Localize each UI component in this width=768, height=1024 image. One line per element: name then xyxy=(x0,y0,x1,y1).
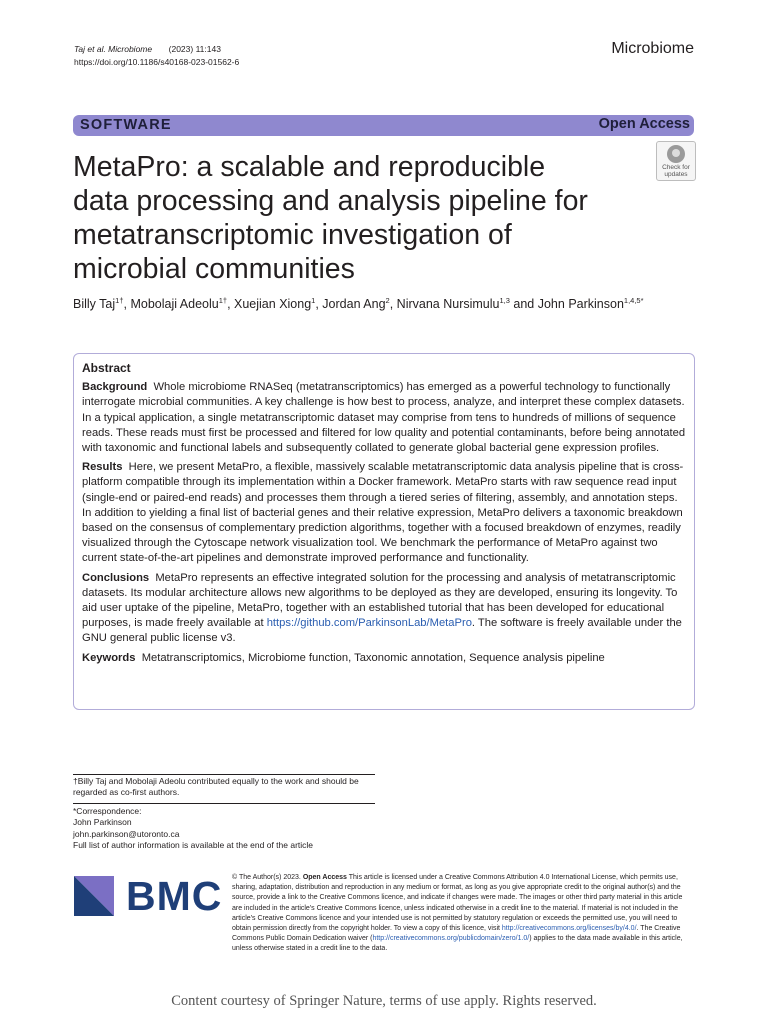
author-affiliation: 1† xyxy=(115,296,124,305)
abstract-box xyxy=(73,353,695,710)
journal-name: Microbiome xyxy=(611,40,694,57)
author-affiliation: 1† xyxy=(218,296,228,305)
equal-contribution-note: †Billy Taj and Mobolaji Adeolu contributed equally to the work and should be regarded as co-first authors. xyxy=(73,776,359,798)
github-link[interactable]: https://github.com/ParkinsonLab/MetaPro xyxy=(266,617,472,630)
check-updates-icon xyxy=(667,145,685,163)
section-band xyxy=(73,115,694,136)
bmc-logo-text: BMC xyxy=(126,873,223,919)
license-text xyxy=(232,873,694,955)
author-separator: , xyxy=(315,297,323,312)
results-text: Here, we present MetaPro, a flexible, massively scalable metatranscriptomic data analysis pipeline that is cross-platform compatible through its implementation within a Docker framework. MetaPro starts with raw sequence read input (single-end or paired-end reads) and processes them through a tiered series of filtering, assembly, and annotation steps. In addition to yielding a final list of bacterial genes and their relative expression, MetaPro delivers a taxonomic breakdown based on the consensus of complementary prediction algorithms, together with a focused breakdown of enzymes, readily visualized through the Cytoscape network visualization tool. We benchmark the performance of MetaPro against two current state-of-the-art pipelines and demonstrate improved performance and functionality. xyxy=(82,461,684,565)
conclusions-text: MetaPro represents an effective integrated solution for the processing and analysis of metatranscriptomic datasets. Its modular architecture allows new algorithms to be deployed as they are developed, ensuring its longevity. To aid user uptake of the pipeline, MetaPro, together with an established tutorial that has been developed for educational purposes, is made freely available at xyxy=(82,571,678,630)
author-name[interactable]: Billy Taj xyxy=(73,297,116,312)
conclusions-text-end: . The software is freely available under the GNU general public license v3. xyxy=(82,617,682,645)
conclusions-label: Conclusions xyxy=(82,571,150,584)
author-separator: , xyxy=(123,297,131,312)
bmc-logo[interactable] xyxy=(74,872,223,920)
correspondence-email[interactable]: john.parkinson@utoronto.ca xyxy=(73,828,180,839)
author-affiliation: 2 xyxy=(385,296,390,305)
doi-link[interactable]: https://doi.org/10.1186/s40168-023-01562-6 xyxy=(74,57,240,67)
license-lead: © The Author(s) 2023. xyxy=(232,874,301,881)
citation-header xyxy=(74,43,239,69)
abstract-conclusions xyxy=(82,571,686,647)
citation-year: (2023) 11:143 xyxy=(168,44,221,54)
license-body-1: This article is licensed under a Creative Commons Attribution 4.0 International License, which permits use, sharing, adaptation, distribution and reproduction in any medium or format, as long as you give appropriate credit to the original author(s) and the source, provide a link to the Creative Commons licence, and indicate if changes were made. The images or other third party material in this article are included in the article's Creative Commons licence, unless indicated otherwise in a credit line to the material. If material is not included in the article's Creative Commons licence and your intended use is not permitted by statutory regulation or exceeds the permitted use, you will need to obtain permission directly from the copyright holder. To view a copy of this licence, visit xyxy=(232,874,683,933)
cc-zero-link[interactable]: http://creativecommons.org/publicdomain/zero/1.0/ xyxy=(372,935,530,943)
section-label: SOFTWARE xyxy=(80,117,172,133)
abstract-results xyxy=(82,460,686,566)
author-name[interactable]: Mobolaji Adeolu xyxy=(130,297,219,312)
abstract-background xyxy=(82,380,686,456)
footnote-rule-2 xyxy=(73,803,375,804)
citation-authors: Taj et al. Microbiome xyxy=(74,44,153,54)
author-info-note: Full list of author information is available at the end of the article xyxy=(73,839,314,850)
open-access-label: Open Access xyxy=(598,116,690,132)
background-text: Whole microbiome RNASeq (metatranscriptomics) has emerged as a powerful technology to functionally interrogate microbial communities. A key challenge is how best to process, analyze, and interpret these complex datasets. In a typical application, a single metatranscriptomic dataset may comprise from tens to hundreds of millions of sequence reads. These reads must first be processed and filtered for low quality and potential contaminants, before being annotated with taxonomic and functional labels and subsequently collated to generate global bacterial gene expression profiles. xyxy=(82,381,686,455)
author-name[interactable]: Nirvana Nursimulu xyxy=(396,297,500,312)
cc-by-link[interactable]: http://creativecommons.org/licenses/by/4.0/ xyxy=(501,925,637,933)
background-label: Background xyxy=(82,381,148,394)
correspondence-name: John Parkinson xyxy=(73,817,132,828)
author-affiliation: 1 xyxy=(311,296,316,305)
check-for-updates-button[interactable] xyxy=(656,141,696,181)
license-body-3: ) applies to the data made available in this article, unless otherwise stated in a credit line to the data. xyxy=(232,935,683,953)
license-body-2: . The Creative Commons Public Domain Dedication waiver ( xyxy=(232,925,681,943)
keywords-label: Keywords xyxy=(82,651,136,664)
keywords-text: Metatranscriptomics, Microbiome function, Taxonomic annotation, Sequence analysis pipeline xyxy=(141,651,605,664)
author-separator: and xyxy=(509,297,538,312)
article-title: MetaPro: a scalable and reproducible data processing and analysis pipeline for metatranscriptomic investigation of microbial communities xyxy=(73,151,588,285)
correspondence-block xyxy=(73,806,383,851)
footnote-rule xyxy=(73,774,375,775)
license-open-access: Open Access xyxy=(302,874,347,881)
results-label: Results xyxy=(82,461,123,474)
check-updates-line1: Check for xyxy=(662,164,690,171)
author-name[interactable]: Jordan Ang xyxy=(322,297,386,312)
author-separator: , xyxy=(227,297,235,312)
courtesy-notice: Content courtesy of Springer Nature, terms of use apply. Rights reserved. xyxy=(171,993,597,1009)
author-list xyxy=(73,296,644,311)
abstract-keywords xyxy=(82,651,686,666)
abstract-heading: Abstract xyxy=(82,361,131,375)
author-name[interactable]: John Parkinson xyxy=(537,297,624,312)
author-name[interactable]: Xuejian Xiong xyxy=(234,297,312,312)
bmc-logo-icon xyxy=(74,876,114,916)
check-updates-line2: updates xyxy=(664,171,688,178)
author-affiliation: 1,3 xyxy=(499,296,510,305)
correspondence-label: *Correspondence: xyxy=(73,806,142,816)
author-affiliation: 1,4,5* xyxy=(623,296,644,305)
author-separator: , xyxy=(389,297,397,312)
